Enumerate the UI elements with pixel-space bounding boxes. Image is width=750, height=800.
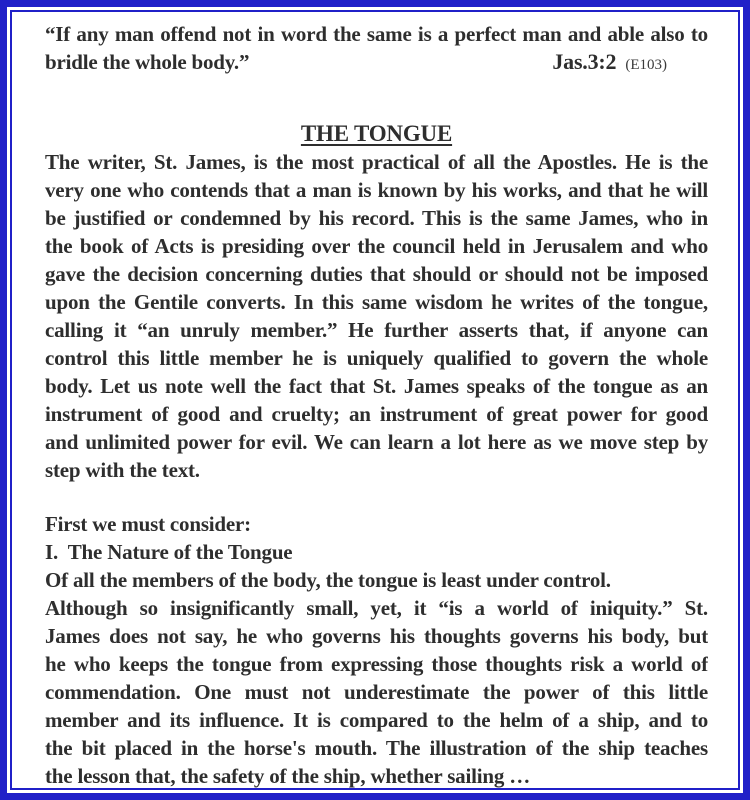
scripture-quote-line2-text: bridle the whole body.” [45, 50, 250, 74]
paragraph-line: very one who contends that a man is known by his works, and that he will [45, 178, 708, 202]
paragraph-line: the bit placed in the horse's mouth. The illustration of the ship teaches [45, 736, 708, 760]
paragraph-gap [45, 484, 708, 510]
paragraph-1 [45, 148, 708, 484]
page-title-text: THE TONGUE [300, 121, 453, 146]
paragraph-line: and unlimited power for evil. We can learn a lot here as we move step by [45, 430, 708, 454]
page-inner [10, 10, 740, 790]
paragraph-line: Although so insignificantly small, yet, it “is a world of iniquity.” St. [45, 596, 708, 620]
paragraph-line: he who keeps the tongue from expressing those thoughts risk a world of [45, 652, 708, 676]
scripture-quote [45, 20, 708, 76]
paragraph-line: be justified or condemned by his record. This is the same James, who in [45, 206, 708, 230]
outline-point: I. The Nature of the Tongue [45, 540, 293, 564]
paragraph-2 [45, 566, 708, 790]
scripture-code: (E103) [625, 57, 667, 73]
paragraph-line: body. Let us note well the fact that St. James speaks of the tongue as an [45, 374, 708, 398]
paragraph-line: Of all the members of the body, the tongue is least under control. [45, 568, 611, 592]
scripture-quote-line1: “If any man offend not in word the same is a perfect man and able also to [45, 22, 708, 46]
paragraph-line: the lesson that, the safety of the ship, whether sailing … [45, 764, 531, 788]
paragraph-line: calling it “an unruly member.” He further asserts that, if anyone can [45, 318, 708, 342]
paragraph-line: member and its influence. It is compared to the helm of a ship, and to [45, 708, 708, 732]
paragraph-line: control this little member he is uniquely qualified to govern the whole [45, 346, 708, 370]
paragraph-line: commendation. One must not underestimate the power of this little [45, 680, 708, 704]
scripture-reference: Jas.3:2 [552, 49, 617, 74]
paragraph-line: James does not say, he who governs his thoughts governs his body, but [45, 624, 708, 648]
paragraph-line: upon the Gentile converts. In this same wisdom he writes of the tongue, [45, 290, 708, 314]
section-intro: First we must consider: [45, 512, 251, 536]
paragraph-line: The writer, St. James, is the most practical of all the Apostles. He is the [45, 150, 708, 174]
scripture-quote-line2 [45, 48, 708, 76]
page-title [45, 120, 708, 148]
paragraph-line: instrument of good and cruelty; an instrument of great power for good [45, 402, 708, 426]
paragraph-line: the book of Acts is presiding over the council held in Jerusalem and who [45, 234, 708, 258]
paragraph-line: step with the text. [45, 458, 200, 482]
paragraph-line: gave the decision concerning duties that should or should not be imposed [45, 262, 708, 286]
